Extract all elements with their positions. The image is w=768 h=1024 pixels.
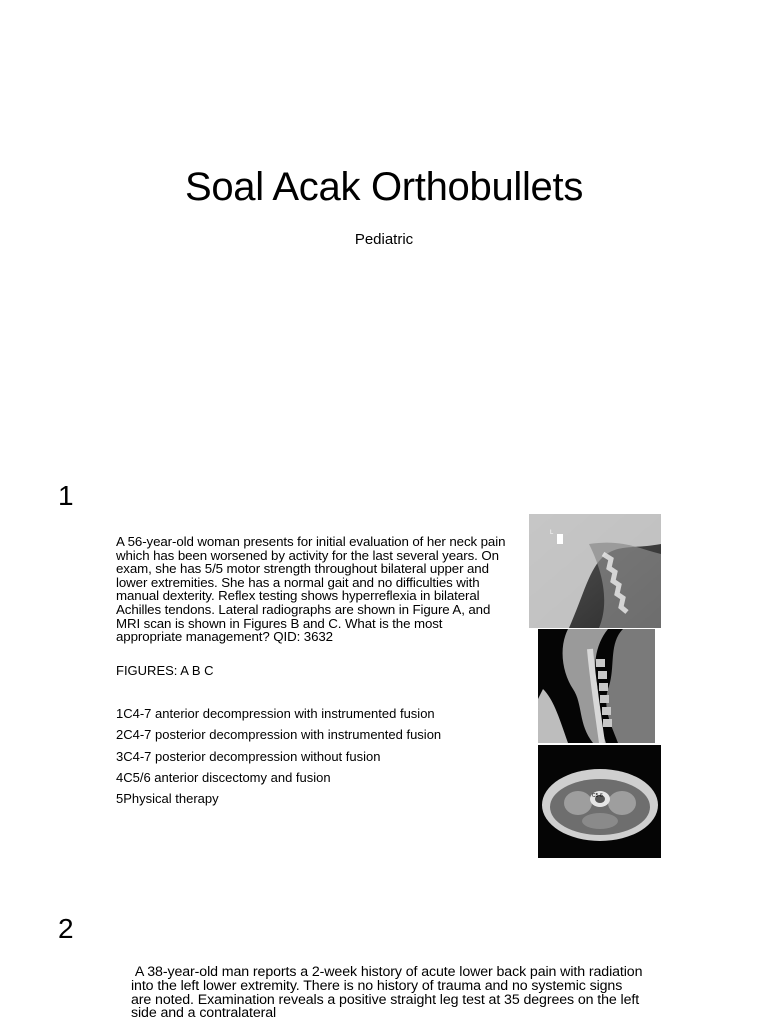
figure-b-mri-sagittal [538, 629, 655, 743]
document-title: Soal Acak Orthobullets [184, 165, 584, 209]
figure-c-mri-axial [538, 745, 661, 858]
question-number: 2 [58, 913, 74, 944]
question-stem: A 38-year-old man reports a 2-week history of acute lower back pain with radiation into the left lower extremity. There is no history of trauma and no systemic signs are noted. Examination reveals a positive straight leg test at 35 degrees on the left side and a contralateral [131, 964, 647, 1022]
figures-line: FIGURES: A B C [116, 663, 214, 678]
mri-axial-image [538, 745, 661, 858]
question-stem: A 56-year-old woman presents for initial evaluation of her neck pain which has been worsened by activity for the last several years. On exam, she has 5/5 motor strength throughout bilateral upper and lower extremities. She has a normal gait and no difficulties with manual dexterity. Reflex testing shows hyperreflexia in bilateral Achilles tendons. Lateral radiographs are shown in Figure A, and MRI scan is shown in Figures B and C. What is the most appropriate management? QID: 3632 [116, 534, 506, 645]
answer-option[interactable]: 4C5/6 anterior discectomy and fusion [116, 769, 331, 785]
mri-sagittal-image [538, 629, 655, 743]
answer-options [116, 706, 441, 812]
answer-option[interactable]: 1C4-7 anterior decompression with instrumented fusion [116, 706, 435, 721]
document-subtitle: Pediatric [354, 231, 414, 248]
answer-option[interactable]: 5Physical therapy [116, 791, 219, 807]
question-number: 1 [58, 480, 74, 511]
figure-c-label: C5-6 [592, 793, 603, 799]
radiograph-image [529, 514, 661, 628]
figure-a-radiograph [529, 514, 661, 628]
answer-option[interactable]: 2C4-7 posterior decompression with instrumented fusion [116, 727, 442, 743]
figure-a-label: L [550, 530, 554, 536]
answer-option[interactable]: 3C4-7 posterior decompression without fusion [116, 748, 381, 764]
